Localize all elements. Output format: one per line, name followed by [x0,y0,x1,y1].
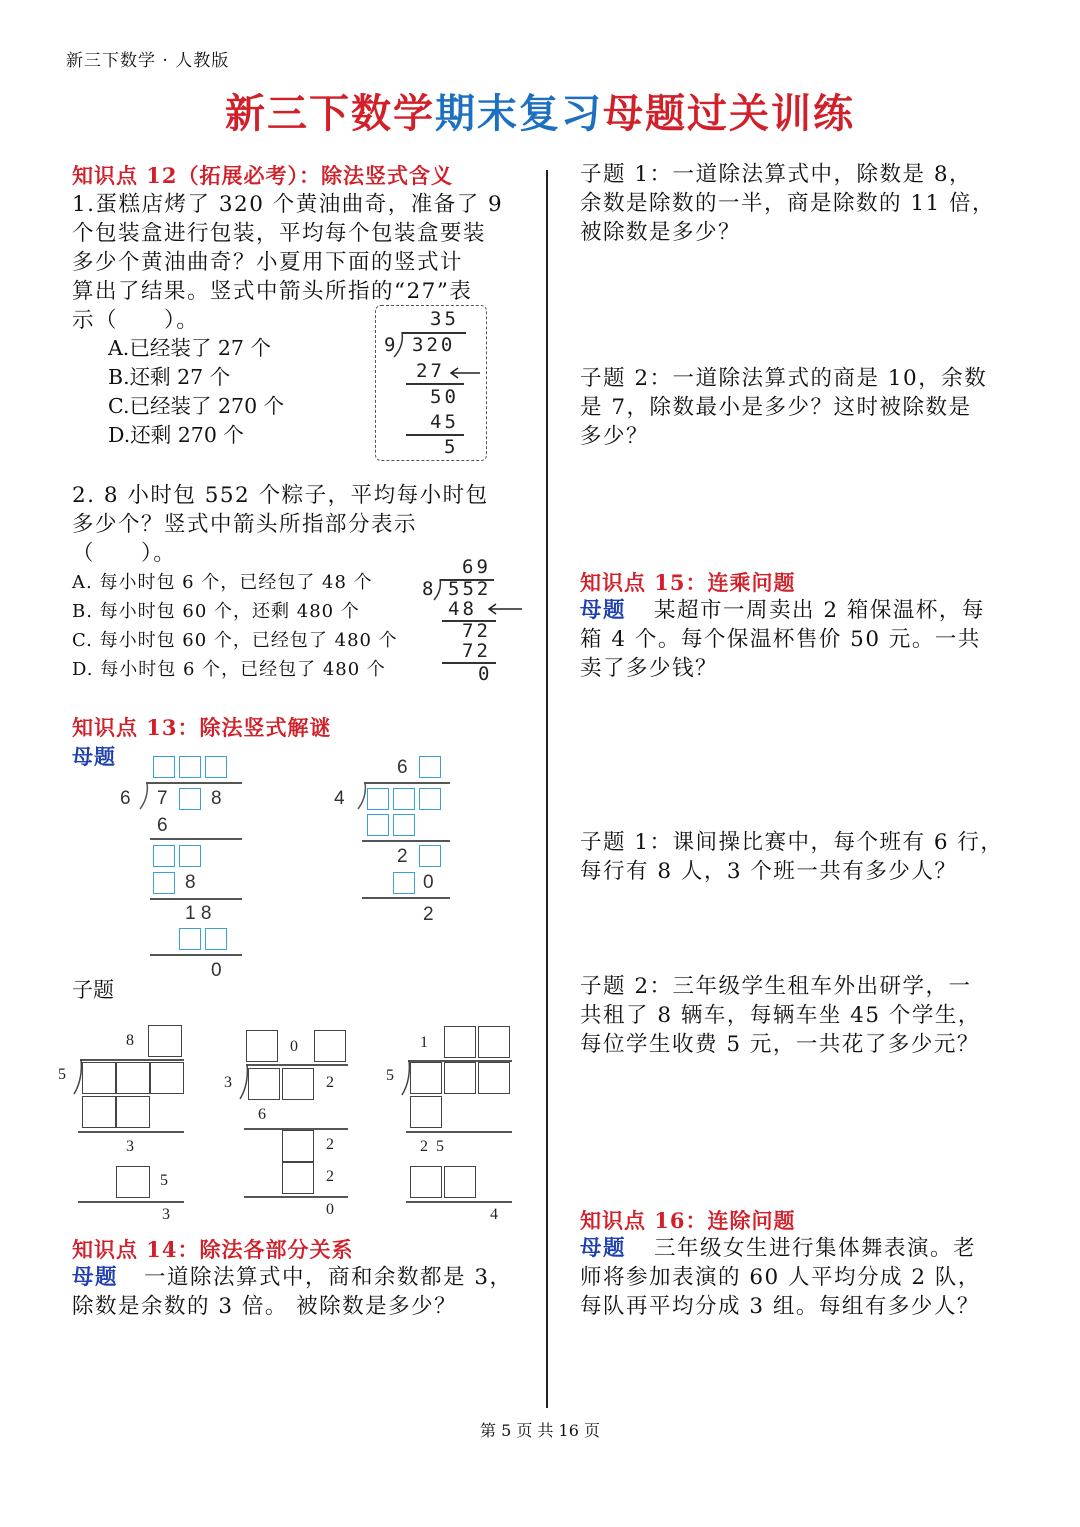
line: 子题 1：课间操比赛中，每个班有 6 行， [580,830,1004,855]
rule [406,1131,512,1133]
blank-box[interactable] [205,928,227,950]
blank-box[interactable] [282,1162,314,1194]
s3-quotient: 1 [420,1034,428,1051]
q1-arrow-icon [448,366,482,380]
blank-box[interactable] [179,845,201,867]
p1-remainder: 0 [211,960,222,981]
blank-box[interactable] [82,1062,116,1094]
kp13-heading: 知识点 13：除法竖式解谜 [72,715,332,740]
kp13-puzzle-1 [110,752,260,982]
sub-puzzle-2 [222,1024,352,1229]
q2-quotient: 69 [462,556,491,578]
q1-line: 示（ ）。 [72,308,200,333]
kp15-sub-2 [580,972,981,1059]
p1-sub-2: 8 [185,872,196,893]
q1-dividend: 320 [412,334,456,356]
title-part-3: 母题过关训练 [603,90,855,137]
kp13-mother-label: 母题 [72,744,116,769]
blank-box[interactable] [393,814,415,836]
sub-puzzle-1 [56,1024,186,1229]
kp16-heading: 知识点 16：连除问题 [580,1208,796,1233]
q2-option: D. 每小时包 6 个，已经包了 480 个 [72,659,386,680]
s2-divisor: 3 [224,1074,232,1091]
p2-quotient: 6 [397,757,408,778]
blank-box[interactable] [150,1062,184,1094]
blank-box[interactable] [444,1026,476,1058]
kp14-line: 母题 一道除法算式中，商和余数都是 3， [72,1265,513,1290]
blank-box[interactable] [282,1130,314,1162]
rule [150,898,242,900]
s1-remainder: 3 [162,1206,170,1223]
q1-option: B.还剩 27 个 [108,365,231,389]
q1-row-27: 27 [416,360,445,382]
blank-box[interactable] [367,788,389,810]
line: 每位学生收费 5 元，一共花了多少元？ [580,1032,980,1057]
blank-box[interactable] [153,756,175,778]
s2-remainder: 0 [326,1201,334,1218]
kp15-problem [580,596,985,683]
p2-sub-1: 2 [397,846,408,867]
line: 子题 1：一道除法算式中，除数是 8， [580,162,973,187]
blank-box[interactable] [393,788,415,810]
blank-box[interactable] [282,1068,314,1100]
q1-division-frame [375,305,487,461]
q2-option: A. 每小时包 6 个，已经包了 48 个 [72,572,373,593]
kp14-mother-label: 母题 [72,1265,119,1290]
p1-sub-3: 1 8 [185,903,212,924]
s2-row-2a: 2 [326,1136,334,1153]
q1-line: 算出了结果。竖式中箭头所指的“27”表 [72,279,473,304]
q1-line: 多少个黄油曲奇？小夏用下面的竖式计 [72,250,464,275]
blank-box[interactable] [419,788,441,810]
rule [150,954,242,956]
s2-row-6: 6 [258,1106,266,1123]
q1-row-50: 50 [430,386,459,408]
rule [78,1131,184,1133]
q2-arrow-icon [486,602,524,616]
q2-row-72a: 72 [462,620,491,642]
rule [150,838,242,840]
p1-divisor: 6 [120,788,131,809]
s3-row-25: 2 5 [420,1138,444,1155]
q1-option: A.已经装了 27 个 [108,336,271,360]
q1-line: 1.蛋糕店烤了 320 个黄油曲奇，准备了 9 [72,192,504,217]
rule [406,1201,512,1203]
s3-divisor: 5 [386,1067,394,1084]
q1-row-45: 45 [430,411,459,433]
line: 是 7，除数最小是多少？这时被除数是 [580,395,972,420]
bracket-curve [138,782,150,810]
line: 箱 4 个。每个保温杯售价 50 元。一共 [580,627,981,652]
q2-row-48: 48 [448,598,477,620]
q2-line: 2. 8 小时包 552 个粽子，平均每小时包 [72,483,489,508]
q1-rule [406,383,464,385]
q2-row-72b: 72 [462,640,491,662]
kp15-heading: 知识点 15：连乘问题 [580,570,796,595]
line: 多少？ [580,424,650,449]
s1-row-5: 5 [160,1172,168,1189]
bracket-top [246,1064,348,1066]
blank-box[interactable] [367,814,389,836]
s2-row-2b: 2 [326,1168,334,1185]
sub-question-2 [580,364,987,451]
blank-box[interactable] [314,1030,346,1062]
blank-box[interactable] [444,1166,476,1198]
blank-box[interactable] [82,1096,116,1128]
blank-box[interactable] [444,1062,476,1094]
sub-question-1 [580,160,995,247]
rule [362,840,450,842]
line: 余数是除数的一半，商是除数的 11 倍， [580,191,996,216]
s2-quotient-0: 0 [290,1038,298,1055]
q1-option: D.还剩 270 个 [108,423,244,447]
sub-label: 子题 [72,978,114,1002]
kp15-sub-1 [580,828,1003,886]
blank-box[interactable] [148,1025,182,1057]
line: 每队再平均分成 3 组。每组有多少人？ [580,1294,980,1319]
bracket-top [146,782,242,784]
line: 子题 2：一道除法算式的商是 10，余数 [580,366,988,391]
p2-divisor: 4 [334,788,345,809]
p2-sub-2: 0 [423,872,434,893]
kp13-puzzle-2 [328,752,458,932]
blank-box[interactable] [410,1096,442,1128]
rule [244,1196,348,1198]
q2-option: B. 每小时包 60 个，还剩 480 个 [72,601,360,622]
blank-box[interactable] [410,1062,442,1094]
q2-divisor: 8 [422,578,437,600]
q1-options [108,334,284,450]
kp15-mother-label: 母题 [580,598,627,623]
q2-division [420,556,530,686]
blank-box[interactable] [116,1062,150,1094]
page-footer: 第 5 页 共 16 页 [480,1421,600,1440]
line: 每行有 8 人，3 个班一共有多少人？ [580,859,958,884]
kp14-line: 除数是余数的 3 倍。 被除数是多少？ [72,1294,458,1319]
q2-line: （ ）。 [72,541,177,566]
line: 母题 三年级女生进行集体舞表演。老 [580,1236,977,1261]
title-part-2: 期末复习 [435,90,603,137]
q1-quotient: 35 [430,308,459,330]
blank-box[interactable] [478,1062,510,1094]
q2-options [72,568,398,684]
line: 母题 某超市一周卖出 2 箱保温杯，每 [580,598,985,623]
bracket-top [80,1059,184,1061]
q2-option: C. 每小时包 60 个，已经包了 480 个 [72,630,398,651]
line: 师将参加表演的 60 人平均分成 2 队， [580,1265,981,1290]
p2-remainder: 2 [423,904,434,925]
s1-row-3: 3 [126,1138,134,1155]
s1-divisor: 5 [58,1066,66,1083]
page-header: 新三下数学 · 人教版 [66,51,230,71]
blank-box[interactable] [179,928,201,950]
q2-text [72,481,489,568]
kp14-problem [72,1263,513,1321]
s2-dividend-2: 2 [326,1074,334,1091]
q2-dividend: 552 [448,578,492,600]
blank-box[interactable] [246,1030,278,1062]
p1-sub-1: 6 [157,815,168,836]
bracket-top [364,782,450,784]
kp16-mother-label: 母题 [580,1236,627,1261]
q2-line: 多少个？竖式中箭头所指部分表示 [72,512,418,537]
blank-box[interactable] [419,756,441,778]
line: 子题 2：三年级学生租车外出研学，一 [580,974,972,999]
s3-remainder: 4 [490,1206,498,1223]
blank-box[interactable] [419,845,441,867]
kp14-heading: 知识点 14：除法各部分关系 [72,1237,354,1262]
kp16-problem [580,1234,981,1321]
blank-box[interactable] [153,845,175,867]
blank-box[interactable] [179,788,201,810]
rule [78,1201,184,1203]
q1-divisor: 9 [384,334,399,356]
blank-box[interactable] [478,1026,510,1058]
blank-box[interactable] [116,1096,150,1128]
blank-box[interactable] [179,756,201,778]
p1-dividend-3: 8 [211,788,222,809]
blank-box[interactable] [248,1068,280,1100]
page-title [0,82,1080,139]
blank-box[interactable] [153,872,175,894]
q1-remainder: 5 [444,436,459,458]
line: 共租了 8 辆车，每辆车坐 45 个学生， [580,1003,981,1028]
kp12-heading: 知识点 12（拓展必考）：除法竖式含义 [72,163,454,188]
q2-remainder: 0 [478,663,493,685]
blank-box[interactable] [205,756,227,778]
blank-box[interactable] [410,1166,442,1198]
line: 被除数是多少？ [580,220,742,245]
blank-box[interactable] [393,872,415,894]
title-part-1: 新三下数学 [225,90,435,137]
s1-quotient: 8 [126,1032,134,1049]
column-divider [546,170,548,1408]
sub-puzzle-3 [384,1024,518,1229]
blank-box[interactable] [116,1166,150,1198]
p1-dividend-1: 7 [157,788,168,809]
q1-option: C.已经装了 270 个 [108,394,285,418]
line: 卖了多少钱？ [580,656,719,681]
q1-line: 个包装盒进行包装，平均每个包装盒要装 [72,221,487,246]
rule [362,897,450,899]
